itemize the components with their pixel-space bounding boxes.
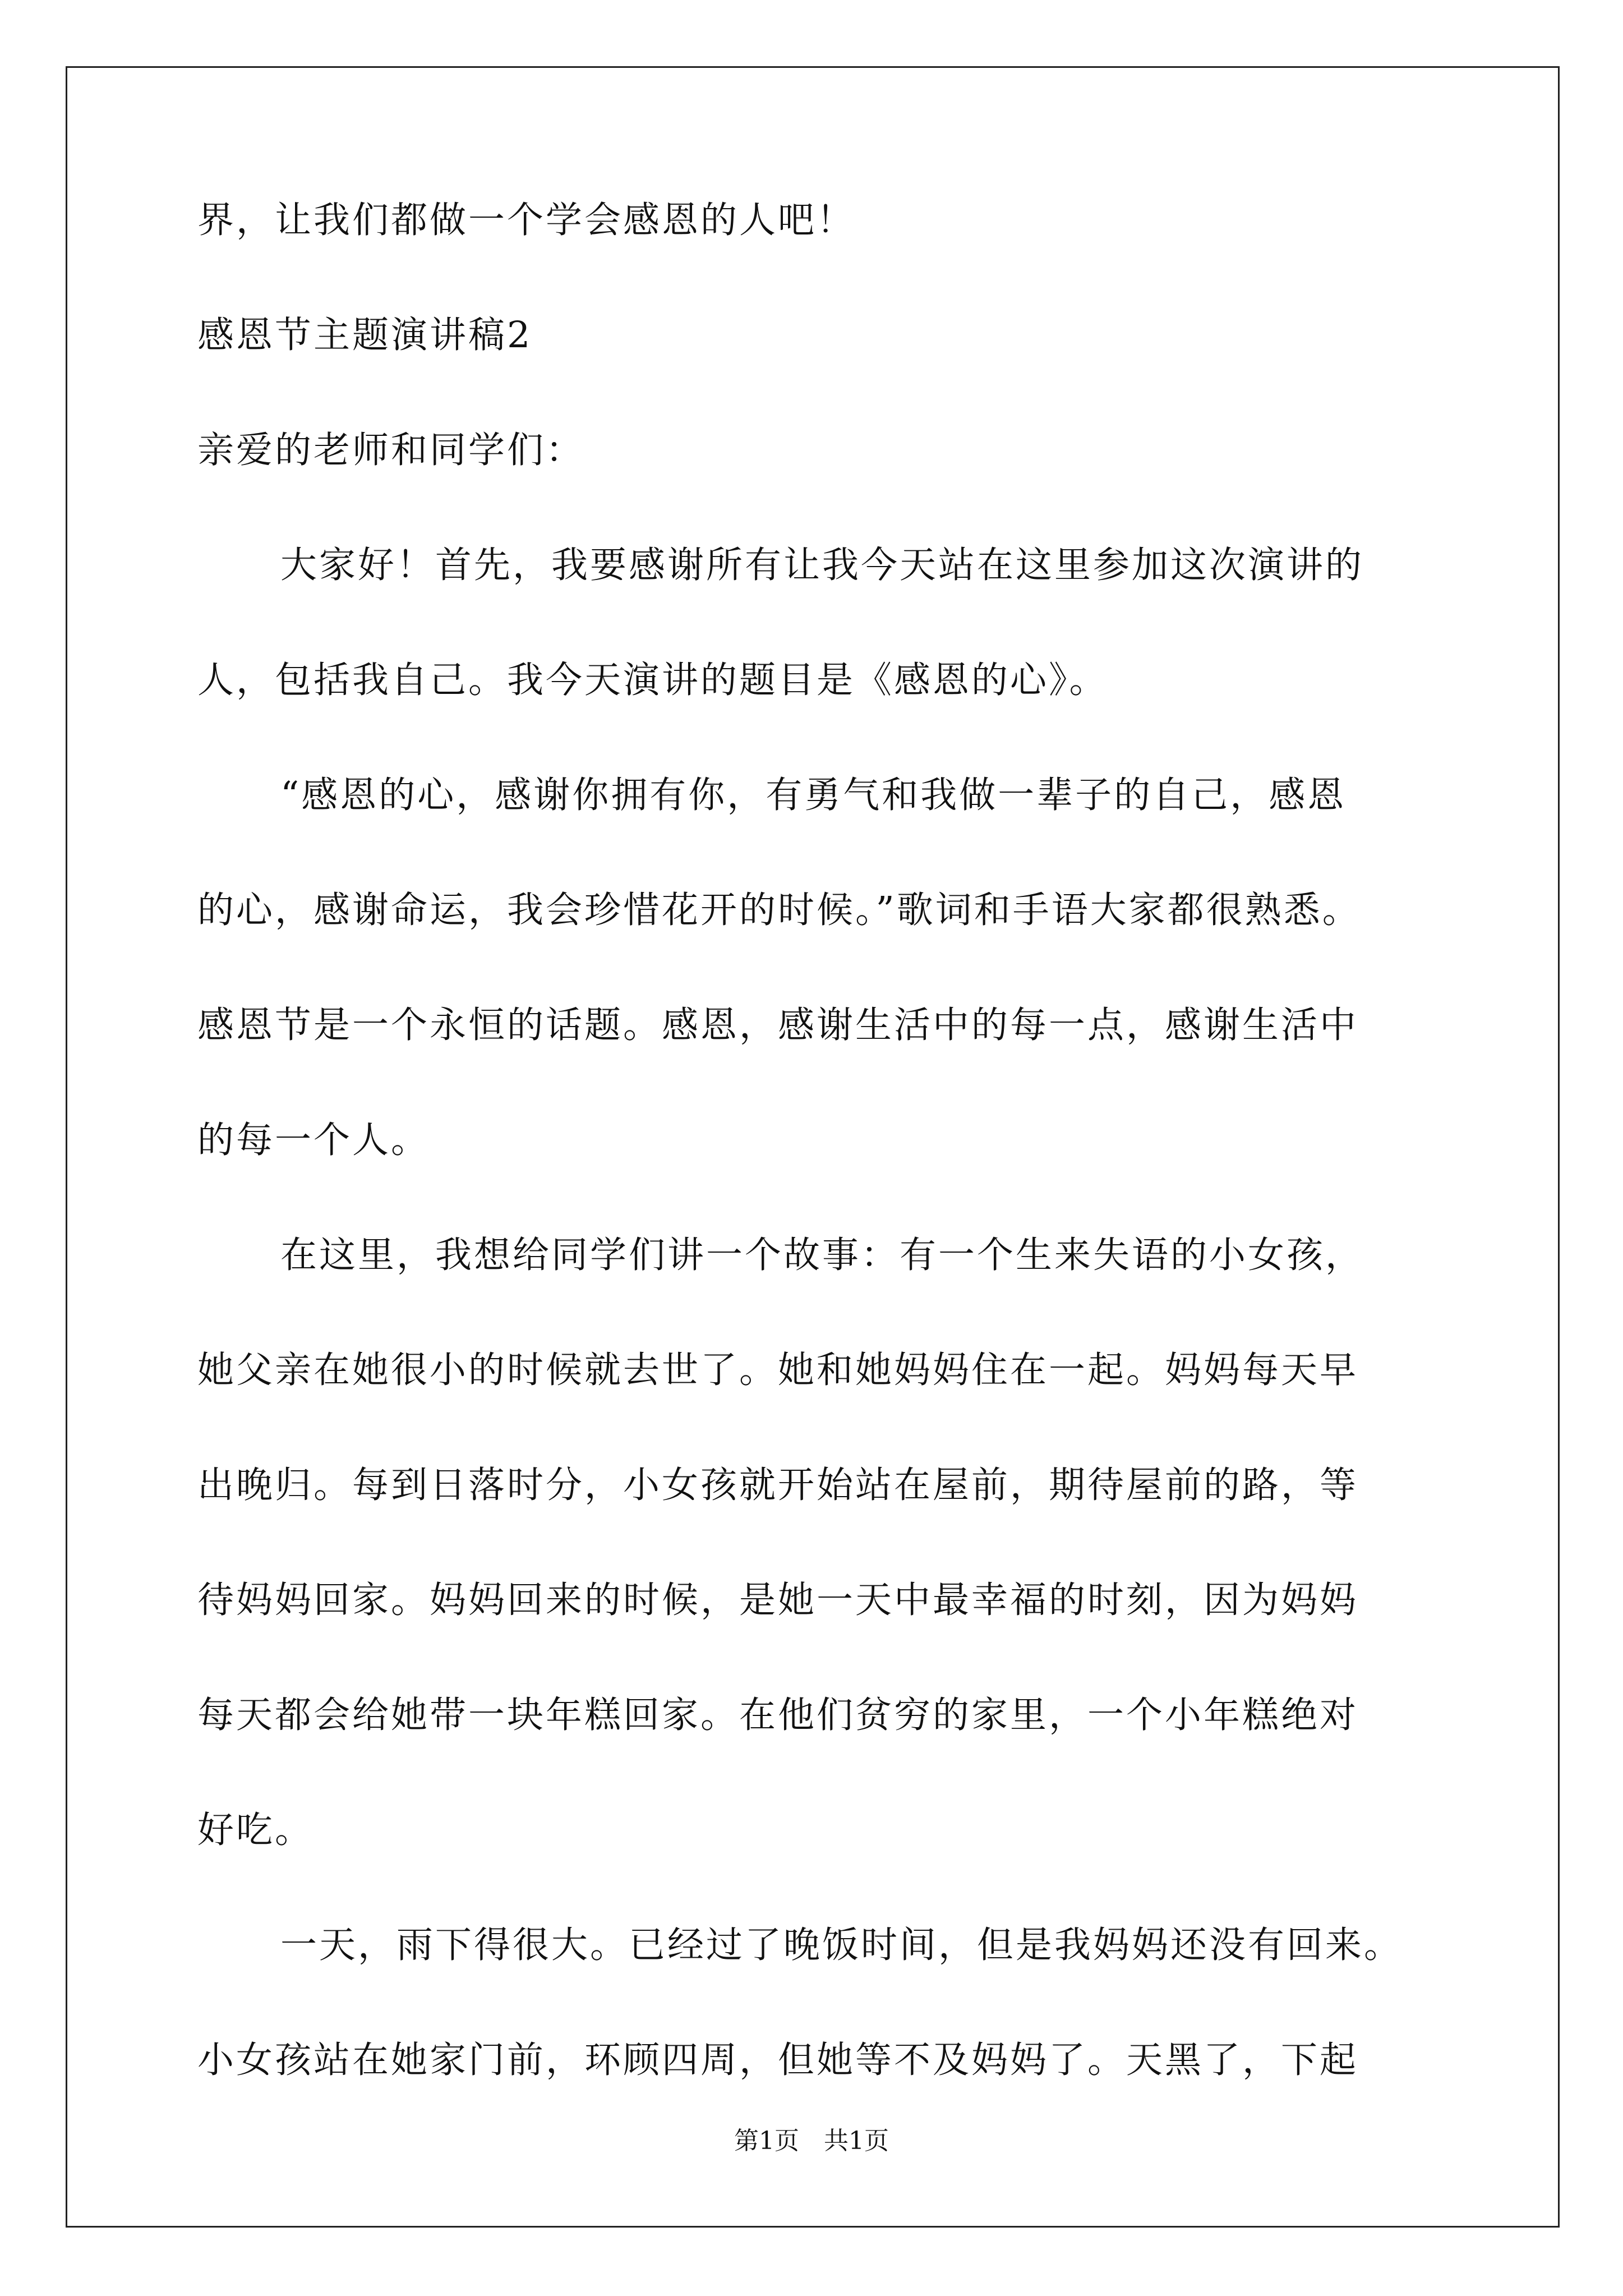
paragraph-line: 大家好！首先，我要感谢所有让我今天站在这里参加这次演讲的 <box>280 544 1364 586</box>
salutation: 亲爱的老师和同学们： <box>197 429 585 471</box>
document-body <box>197 199 1437 2157</box>
paragraph-line: 待妈妈回家。妈妈回来的时候，是她一天中最幸福的时刻，因为妈妈 <box>197 1579 1359 1621</box>
paragraph-line: 的心，感谢命运，我会珍惜花开的时候。”歌词和手语大家都很熟悉。 <box>197 889 1361 931</box>
paragraph-line: 好吃。 <box>197 1809 314 1851</box>
section-title: 感恩节主题演讲稿2 <box>197 314 533 356</box>
page-footer: 第1页 共1页 <box>734 2127 889 2155</box>
paragraph-line: 每天都会给她带一块年糕回家。在他们贫穷的家里，一个小年糕绝对 <box>197 1694 1359 1736</box>
paragraph-line: 的每一个人。 <box>197 1119 430 1161</box>
paragraph-line: 她父亲在她很小的时候就去世了。她和她妈妈住在一起。妈妈每天早 <box>197 1349 1359 1391</box>
paragraph-line: 出晚归。每到日落时分，小女孩就开始站在屋前，期待屋前的路，等 <box>197 1464 1359 1506</box>
paragraph-line: 小女孩站在她家门前，环顾四周，但她等不及妈妈了。天黑了，下起 <box>197 2039 1359 2081</box>
paragraph-line: 在这里，我想给同学们讲一个故事：有一个生来失语的小女孩， <box>280 1234 1364 1276</box>
paragraph-line: 一天，雨下得很大。已经过了晚饭时间，但是我妈妈还没有回来。 <box>280 1924 1403 1966</box>
paragraph-line: 感恩节是一个永恒的话题。感恩，感谢生活中的每一点，感谢生活中 <box>197 1004 1359 1046</box>
paragraph-line: 人，包括我自己。我今天演讲的题目是《感恩的心》。 <box>197 659 1108 701</box>
paragraph-line: “感恩的心，感谢你拥有你，有勇气和我做一辈子的自己，感恩 <box>280 774 1347 816</box>
paragraph-line: 界，让我们都做一个学会感恩的人吧！ <box>197 199 856 241</box>
